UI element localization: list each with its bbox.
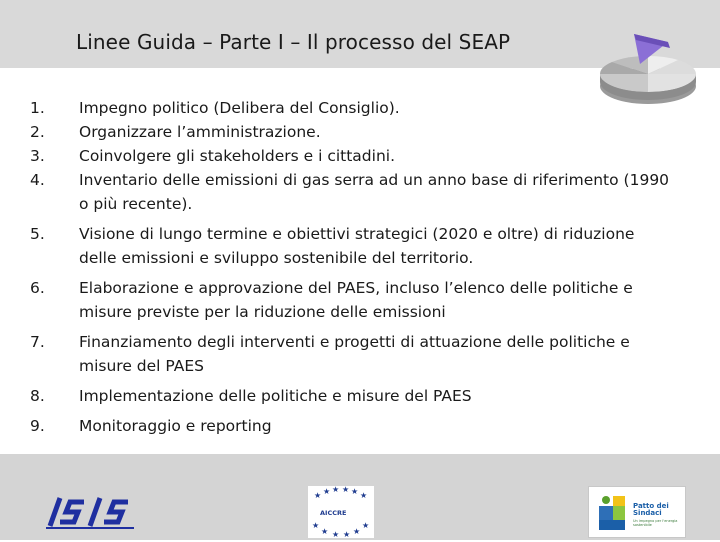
list-item (30, 384, 670, 408)
svg-text:★: ★ (332, 486, 340, 494)
step-text: Finanziamento degli interventi e progetti di attuazione delle politiche e misure del PAES (79, 333, 630, 375)
svg-text:★: ★ (362, 521, 370, 530)
svg-text:★: ★ (343, 530, 351, 538)
patto-line-1: Patto dei (633, 502, 669, 510)
isis-logo (44, 494, 136, 530)
svg-text:★: ★ (321, 527, 329, 536)
patto-emblem-icon (593, 490, 633, 536)
step-number: 2. (30, 123, 45, 141)
list-item (30, 330, 670, 378)
step-text: Monitoraggio e reporting (79, 417, 272, 435)
list-item (30, 276, 670, 324)
slide-title: Linee Guida – Parte I – Il processo del SEAP (76, 30, 511, 54)
svg-text:★: ★ (342, 486, 350, 494)
patto-subtitle: Un impegno per l'energia sostenibile (633, 519, 678, 527)
patto-line-2: Sindaci (633, 509, 662, 517)
list-item (30, 120, 670, 144)
step-text: Visione di lungo termine e obiettivi strategici (2020 e oltre) di riduzione delle emissioni e sviluppo sostenibile del territorio. (79, 225, 635, 267)
aiccre-logo (308, 486, 374, 538)
patto-dei-sindaci-logo (588, 486, 686, 538)
step-text: Implementazione delle politiche e misure del PAES (79, 387, 472, 405)
step-text: Impegno politico (Delibera del Consiglio). (79, 99, 400, 117)
step-number: 9. (30, 417, 45, 435)
svg-text:★: ★ (312, 521, 320, 530)
svg-text:★: ★ (360, 491, 368, 500)
svg-text:★: ★ (314, 491, 322, 500)
step-text: Organizzare l’amministrazione. (79, 123, 321, 141)
svg-text:★: ★ (323, 487, 331, 496)
step-text: Elaborazione e approvazione del PAES, incluso l’elenco delle politiche e misure previste per la riduzione delle emissioni (79, 279, 633, 321)
step-number: 3. (30, 147, 45, 165)
step-number: 4. (30, 171, 45, 189)
steps-list (30, 96, 670, 444)
step-text: Inventario delle emissioni di gas serra ad un anno base di riferimento (1990 o più recente). (79, 171, 670, 213)
step-number: 1. (30, 99, 45, 117)
svg-text:★: ★ (353, 527, 361, 536)
list-item (30, 168, 670, 216)
list-item (30, 414, 670, 438)
step-number: 5. (30, 225, 45, 243)
list-item (30, 96, 670, 120)
step-text: Coinvolgere gli stakeholders e i cittadini. (79, 147, 396, 165)
step-number: 6. (30, 279, 45, 297)
step-number: 8. (30, 387, 45, 405)
patto-title (633, 503, 669, 517)
step-number: 7. (30, 333, 45, 351)
list-item (30, 144, 670, 168)
list-item (30, 222, 670, 270)
svg-text:★: ★ (351, 487, 359, 496)
svg-text:★: ★ (332, 530, 340, 538)
aiccre-label: AICCRE (320, 509, 347, 517)
